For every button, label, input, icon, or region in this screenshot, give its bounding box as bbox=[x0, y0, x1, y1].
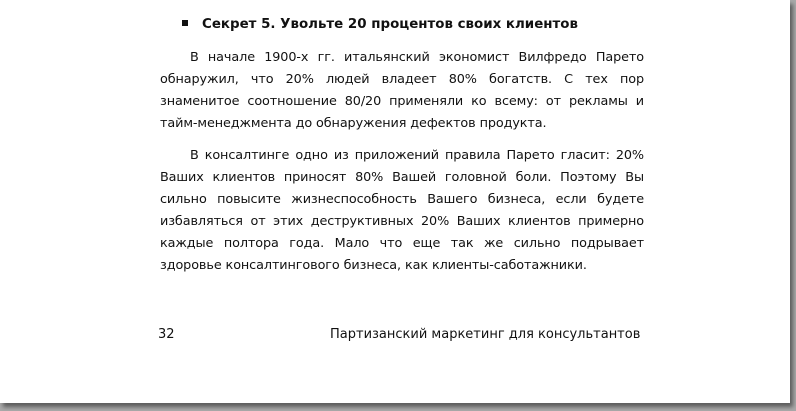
page-number: 32 bbox=[158, 327, 175, 342]
section-heading bbox=[182, 16, 578, 34]
section-heading-text: Секрет 5. Увольте 20 процентов своих клиентов bbox=[202, 17, 578, 32]
paragraph-1: В начале 1900-х гг. итальянский экономист Вилфредо Парето обнаружил, что 20% людей владеет 80% богатств. С тех пор знаменитое соотношение 80/20 применяли ко всему: от рекламы и тайм-менеджмента до обнаружения дефектов продукта. bbox=[160, 50, 644, 131]
bullet-icon bbox=[182, 20, 188, 26]
running-title: Партизанский маркетинг для консультантов bbox=[330, 327, 641, 342]
paragraph-2: В консалтинге одно из приложений правила Парето гласит: 20% Ваших клиентов приносят 80% Вашей головной боли. Поэтому Вы сильно повысите жизнеспособность Вашего бизнеса, если будете избавляться от этих деструктивных 20% Ваших клиентов примерно каждые полтора года. Мало что еще так же сильно подрывает здоровье консалтингового бизнеса, как клиенты-саботажники. bbox=[160, 148, 644, 273]
